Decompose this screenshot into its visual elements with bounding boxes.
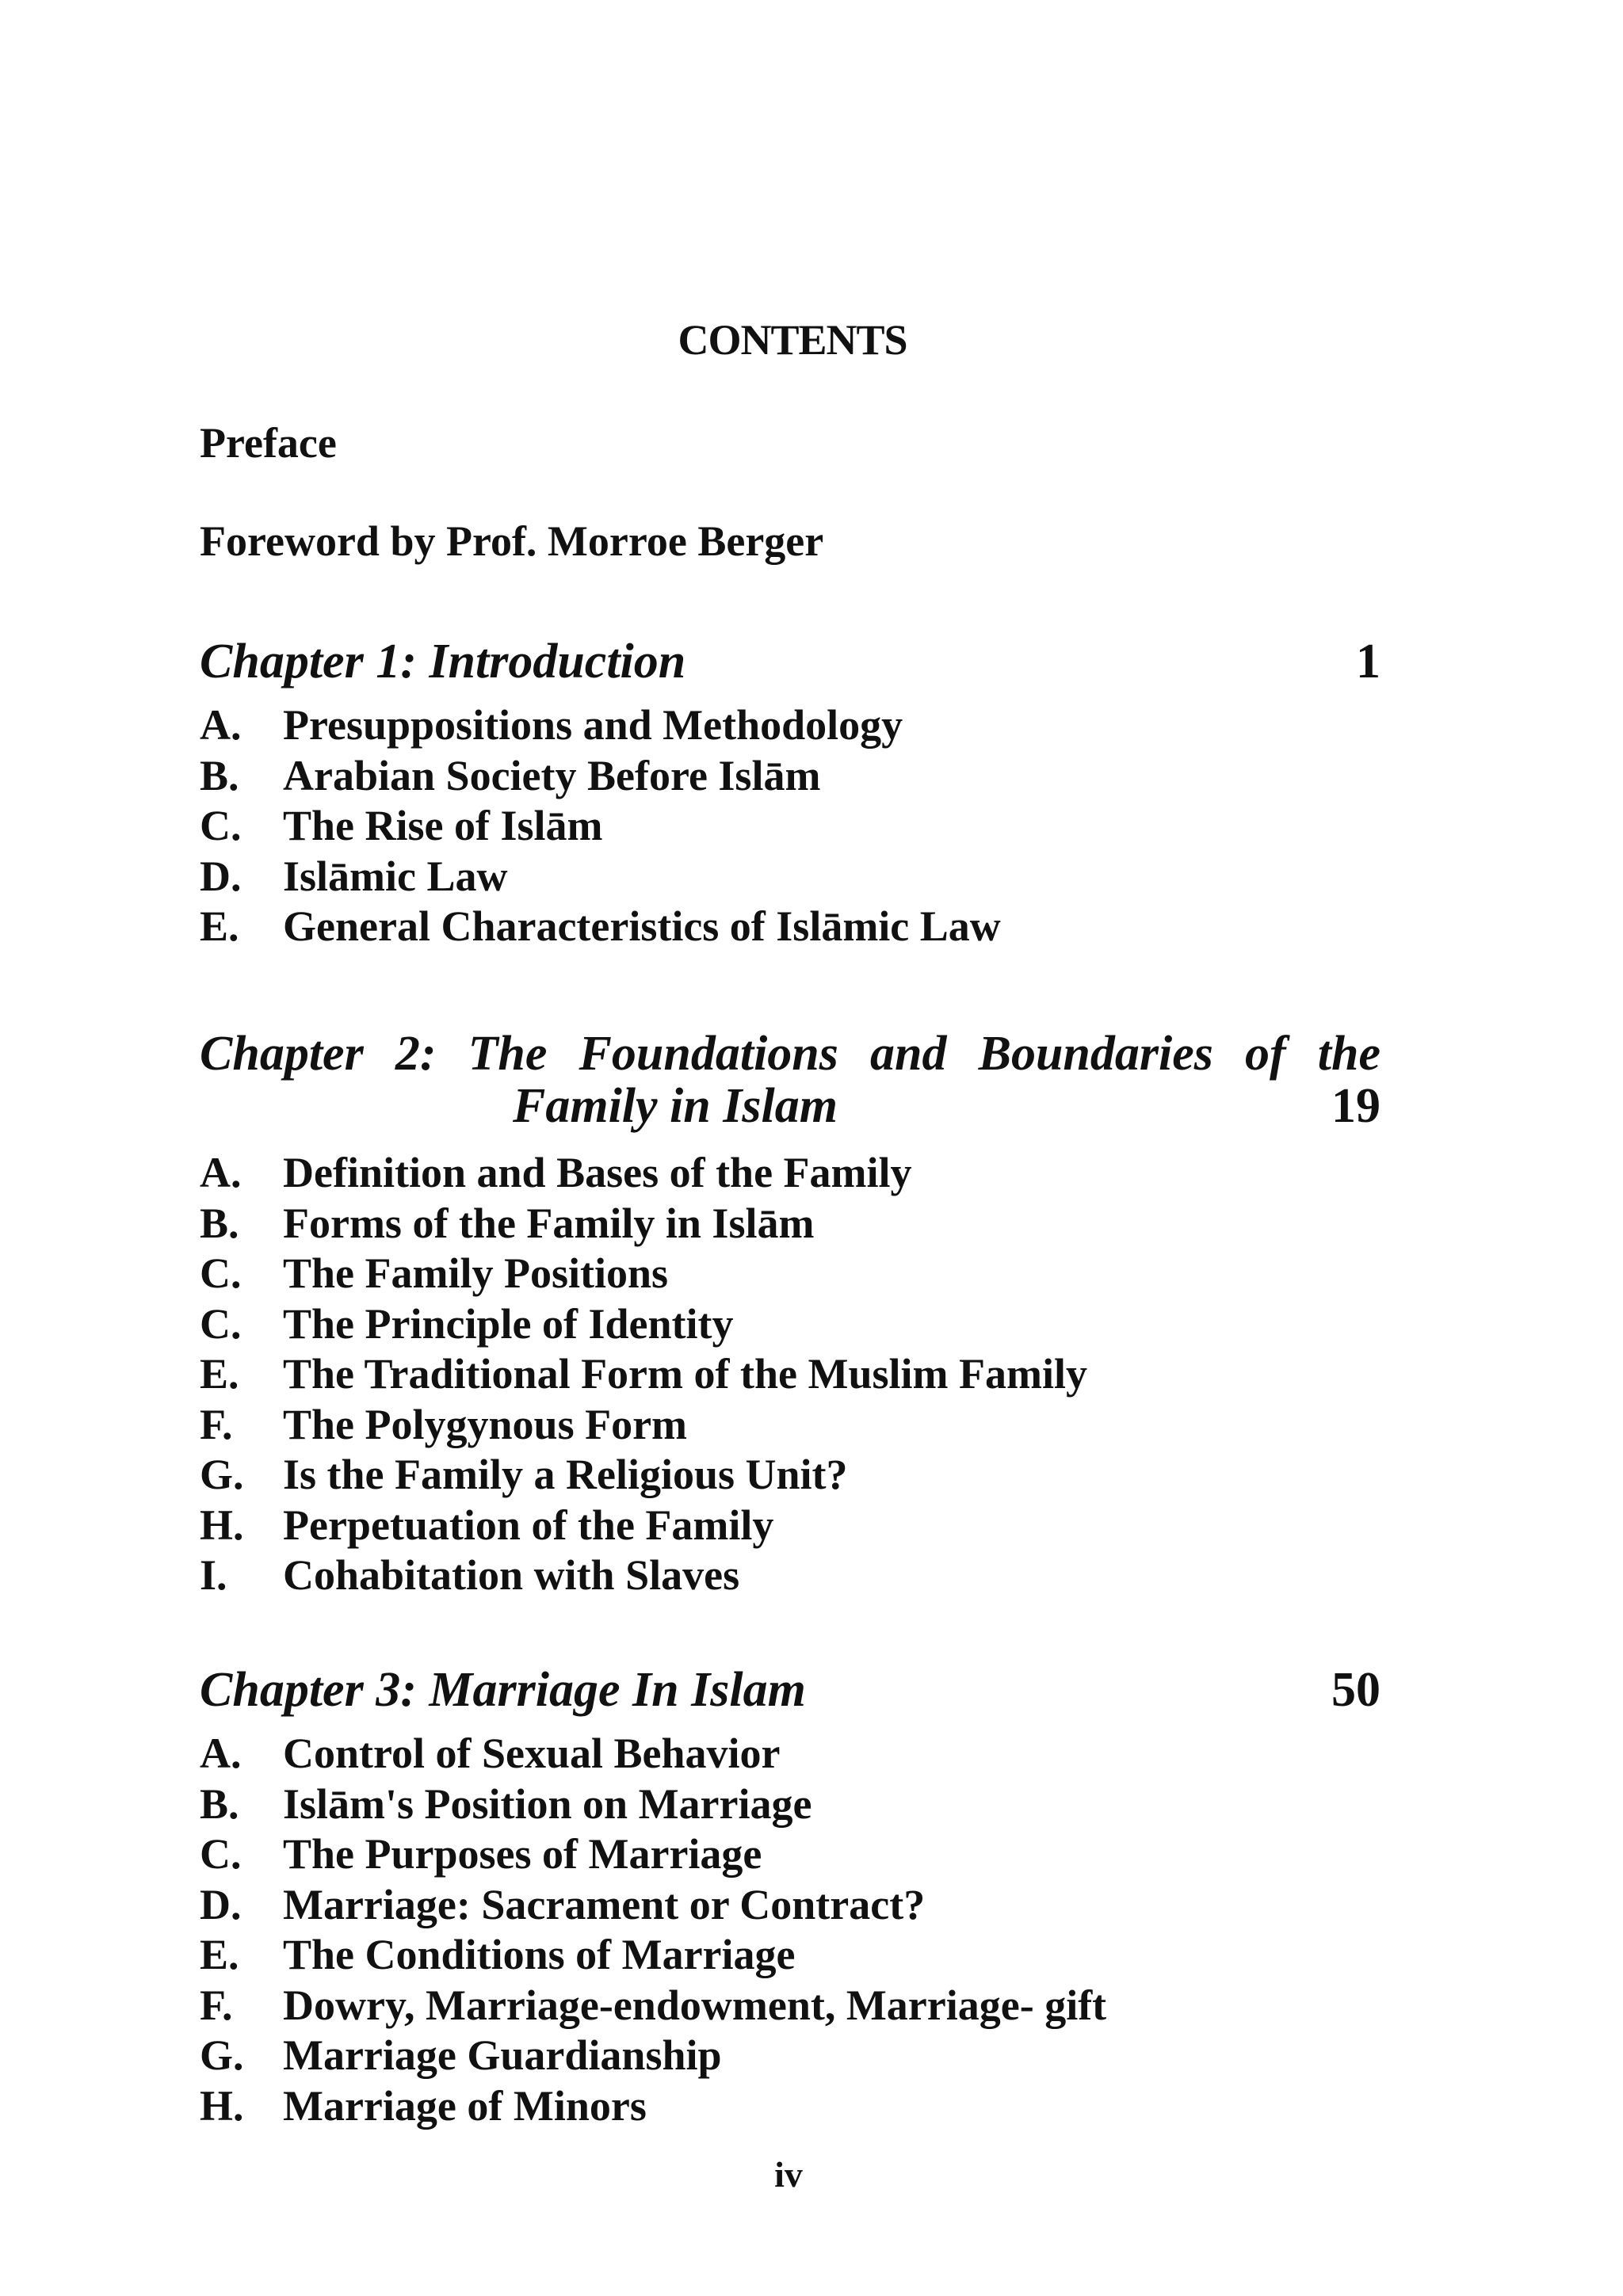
- section-item: [200, 1349, 1381, 1400]
- section-item: [200, 852, 1381, 902]
- chapter-title-text: Chapter 3: Marriage In Islam: [200, 1663, 806, 1717]
- contents-heading: CONTENTS: [678, 316, 907, 364]
- section-letter: E.: [200, 1350, 239, 1398]
- chapter-page-number: 19: [1331, 1079, 1381, 1133]
- section-item: [200, 2081, 1381, 2132]
- section-letter: D.: [200, 852, 242, 900]
- section-item: [200, 1550, 1381, 1601]
- title-word: Foundations: [579, 1027, 838, 1081]
- section-title: Marriage Guardianship: [283, 2031, 722, 2079]
- section-title: Definition and Bases of the Family: [283, 1149, 912, 1196]
- section-letter: F.: [200, 1981, 233, 2029]
- title-word: Chapter: [200, 1027, 364, 1081]
- section-letter: B.: [200, 1779, 239, 1828]
- title-word: and: [870, 1027, 947, 1081]
- chapter-3: [200, 1662, 1381, 2131]
- section-letter: C.: [200, 1299, 242, 1348]
- section-letter: H.: [200, 1501, 244, 1549]
- chapter-title: [200, 1662, 1381, 1718]
- section-title: Marriage: Sacrament or Contract?: [283, 1880, 926, 1928]
- chapter-1: [200, 634, 1381, 952]
- section-item: [200, 700, 1381, 751]
- section-letter: D.: [200, 1880, 242, 1928]
- section-letter: F.: [200, 1400, 233, 1448]
- section-list: [200, 700, 1381, 952]
- page-folio: iv: [774, 2154, 803, 2195]
- section-title: Cohabitation with Slaves: [283, 1551, 740, 1599]
- section-item: [200, 1148, 1381, 1199]
- section-list: [200, 1729, 1381, 2131]
- chapter-title-line-1: [200, 1026, 1381, 1081]
- section-title: Presuppositions and Methodology: [283, 701, 903, 749]
- section-title: Islāmic Law: [283, 852, 508, 900]
- section-title: Dowry, Marriage-endowment, Marriage- gift: [283, 1981, 1107, 2029]
- section-item: [200, 1880, 1381, 1931]
- chapter-title: [200, 1026, 1381, 1137]
- section-title: The Family Positions: [283, 1249, 669, 1297]
- section-title: The Traditional Form of the Muslim Family: [283, 1350, 1087, 1398]
- chapter-page-number: 50: [1331, 1663, 1381, 1717]
- section-item: [200, 1199, 1381, 1249]
- title-word: The: [468, 1027, 548, 1081]
- section-item: [200, 1501, 1381, 1551]
- section-title: Control of Sexual Behavior: [283, 1730, 781, 1777]
- section-title: Arabian Society Before Islām: [283, 751, 821, 799]
- chapter-2: [200, 1026, 1381, 1601]
- section-item: [200, 1779, 1381, 1830]
- section-letter: B.: [200, 1199, 239, 1247]
- section-title: Perpetuation of the Family: [283, 1501, 774, 1549]
- section-item: [200, 1400, 1381, 1451]
- section-item: [200, 1450, 1381, 1501]
- section-letter: A.: [200, 1730, 242, 1777]
- title-word: the: [1317, 1027, 1381, 1081]
- section-item: [200, 1829, 1381, 1880]
- chapter-title-line-2: Family in Islam: [513, 1079, 838, 1133]
- section-title: The Rise of Islām: [283, 802, 603, 849]
- section-title: Is the Family a Religious Unit?: [283, 1451, 848, 1498]
- section-letter: C.: [200, 1249, 242, 1297]
- title-word: Boundaries: [978, 1027, 1213, 1081]
- section-item: [200, 1981, 1381, 2031]
- section-letter: H.: [200, 2081, 244, 2130]
- section-title: The Conditions of Marriage: [283, 1931, 796, 1978]
- section-item: [200, 801, 1381, 852]
- foreword-entry: Foreword by Prof. Morroe Berger: [200, 517, 824, 565]
- section-item: [200, 2031, 1381, 2081]
- section-title: General Characteristics of Islāmic Law: [283, 902, 1001, 950]
- section-title: Forms of the Family in Islām: [283, 1199, 815, 1247]
- section-title: Islām's Position on Marriage: [283, 1779, 812, 1828]
- section-letter: A.: [200, 1149, 242, 1196]
- section-item: [200, 1729, 1381, 1779]
- section-item: [200, 1930, 1381, 1981]
- section-item: [200, 1249, 1381, 1299]
- section-item: [200, 1299, 1381, 1350]
- section-title: The Purposes of Marriage: [283, 1830, 762, 1878]
- section-title: Marriage of Minors: [283, 2081, 647, 2130]
- section-title: The Principle of Identity: [283, 1299, 734, 1348]
- section-item: [200, 902, 1381, 952]
- title-word: of: [1245, 1027, 1286, 1081]
- preface-entry: Preface: [200, 419, 337, 467]
- section-title: The Polygynous Form: [283, 1400, 688, 1448]
- section-letter: I.: [200, 1551, 227, 1599]
- chapter-page-number: 1: [1356, 635, 1381, 688]
- section-letter: C.: [200, 802, 242, 849]
- section-letter: G.: [200, 1451, 244, 1498]
- section-item: [200, 751, 1381, 802]
- chapter-title-text: Chapter 1: Introduction: [200, 635, 686, 688]
- section-letter: E.: [200, 1931, 239, 1978]
- section-letter: C.: [200, 1830, 242, 1878]
- section-letter: E.: [200, 902, 239, 950]
- section-letter: G.: [200, 2031, 244, 2079]
- section-list: [200, 1148, 1381, 1601]
- section-letter: B.: [200, 751, 239, 799]
- chapter-title: [200, 634, 1381, 689]
- title-word: 2:: [395, 1027, 437, 1081]
- section-letter: A.: [200, 701, 242, 749]
